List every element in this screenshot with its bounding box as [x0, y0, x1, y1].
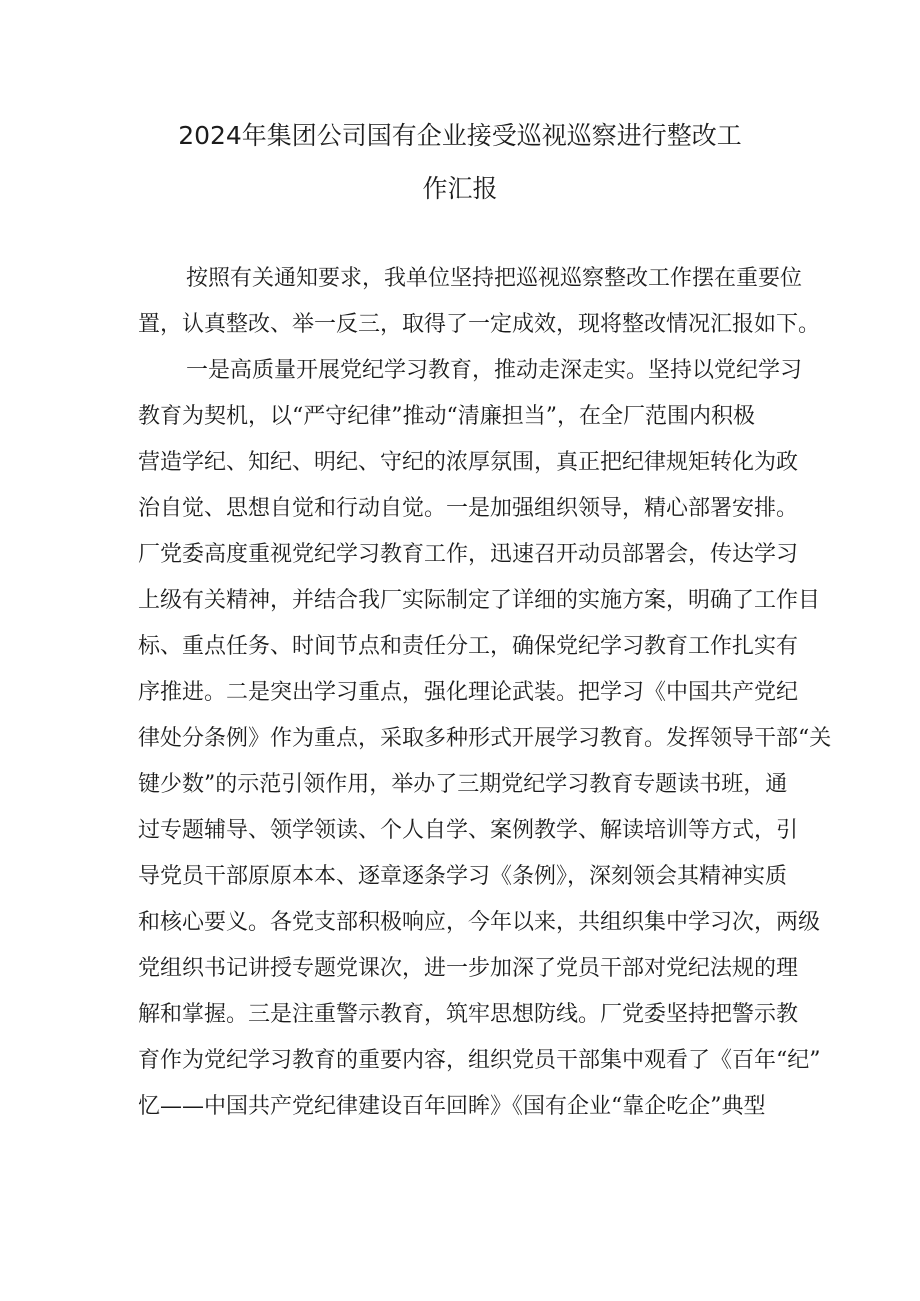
- document-title-line-2: 作汇报: [422, 174, 498, 203]
- document-body: [138, 256, 832, 1130]
- document-title-line-1: 2024年集团公司国有企业接受巡视巡察进行整改工: [178, 121, 742, 150]
- body-line-6: 治自觉、思想自觉和行动自觉。一是加强组织领导，精心部署安排。: [138, 496, 799, 521]
- body-line-17: 解和掌握。三是注重警示教育，筑牢思想防线。厂党委坚持把警示教: [138, 1002, 799, 1027]
- body-line-7: 厂党委高度重视党纪学习教育工作，迅速召开动员部署会，传达学习: [138, 542, 799, 567]
- body-line-13: 过专题辅导、领学领读、个人自学、案例教学、解读培训等方式，引: [138, 818, 799, 843]
- body-line-10: 序推进。二是突出学习重点，强化理论武装。把学习《中国共产党纪: [138, 680, 799, 705]
- body-line-12: 键少数”的示范引领作用，举办了三期党纪学习教育专题读书班，通: [138, 772, 788, 797]
- body-line-15: 和核心要义。各党支部积极响应，今年以来，共组织集中学习次，两级: [138, 910, 821, 935]
- body-line-5: 营造学纪、知纪、明纪、守纪的浓厚氛围，真正把纪律规矩转化为政: [138, 450, 799, 475]
- body-line-16: 党组织书记讲授专题党课次，进一步加深了党员干部对党纪法规的理: [138, 956, 799, 981]
- body-line-1: 按照有关通知要求，我单位坚持把巡视巡察整改工作摆在重要位: [186, 266, 803, 291]
- body-line-18: 育作为党纪学习教育的重要内容，组织党员干部集中观看了《百年“纪”: [138, 1048, 821, 1073]
- body-line-9: 标、重点任务、时间节点和责任分工，确保党纪学习教育工作扎实有: [138, 634, 799, 659]
- body-line-11: 律处分条例》作为重点，采取多种形式开展学习教育。发挥领导干部“关: [138, 726, 832, 751]
- body-line-4: 教育为契机，以“严守纪律”推动“清廉担当”，在全厂范围内积极: [138, 404, 755, 429]
- body-line-14: 导党员干部原原本本、逐章逐条学习《条例》，深刻领会其精神实质: [138, 864, 788, 889]
- body-line-8: 上级有关精神，并结合我厂实际制定了详细的实施方案，明确了工作目: [138, 588, 821, 613]
- body-line-19: 忆——中国共产党纪律建设百年回眸》《国有企业“靠企吃企”典型: [138, 1094, 766, 1119]
- body-line-2: 置，认真整改、举一反三，取得了一定成效，现将整改情况汇报如下。: [138, 312, 821, 337]
- body-line-3: 一是高质量开展党纪学习教育，推动走深走实。坚持以党纪学习: [186, 358, 803, 383]
